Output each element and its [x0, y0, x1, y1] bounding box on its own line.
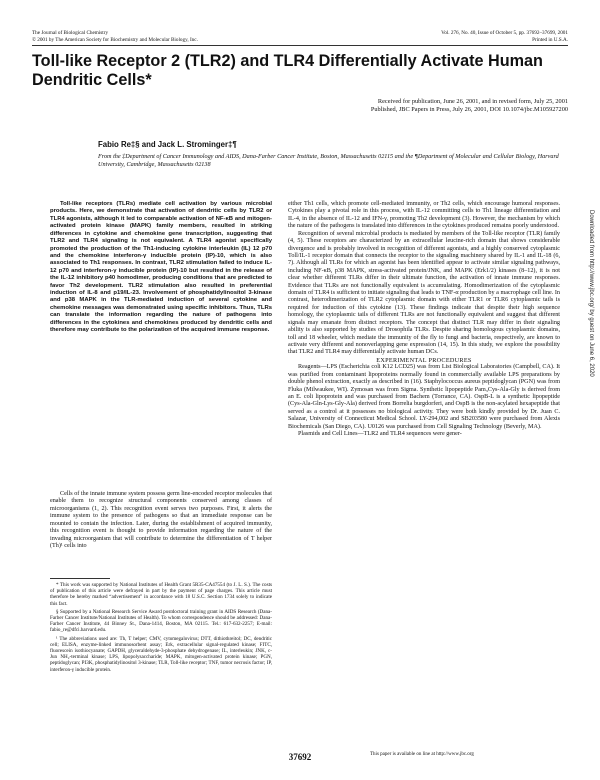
volume-info: Vol. 276, No. 40, Issue of October 5, pp. 37692–37699, 2001: [441, 30, 568, 36]
abstract-text: Toll-like receptors (TLRs) mediate cell activation by various microbial products. Here, we demonstrate that activation of dendritic cells by TLR2 or TLR4 agonists, although it led to comparable activation of NF-κB and mitogen-activated protein kinase (MAPK) family members, resulted in striking differences in cytokine and chemokine gene transcription, suggesting that TLR2 and TLR4 signaling is not equivalent. A TLR4 agonist specifically promoted the production of the Th1-inducing cytokine interleukin (IL) 12 p70 and the chemokine interferon-γ inducible protein (IP)-10, which is also associated to Th1 responses. In contrast, TLR2 stimulation failed to induce IL-12 p70 and interferon-γ inducible protein (IP)-10 but resulted in the release of the IL-12 inhibitory p40 homodimer, producing conditions that are predicted to favor Th2 development. TLR2 stimulation also resulted in preferential induction of IL-8 and p19/IL-23. Involvement of phosphatidylinositol 3-kinase and p38 MAPK in the TLR-mediated induction of several cytokine and chemokine messages was demonstrated using specific inhibitors. Thus, TLRs can translate the information regarding the nature of pathogens into differences in the cytokines and chemokines produced by dendritic cells and therefore may contribute to the polarization of the acquired immune response.: [50, 201, 272, 334]
copyright: © 2001 by The American Society for Biochemistry and Molecular Biology, Inc.: [32, 36, 198, 43]
journal-name: The Journal of Biological Chemistry: [32, 30, 109, 36]
abstract: [50, 201, 272, 335]
footnote-correspondence: § Supported by a National Research Service Award postdoctoral training grant in AIDS Research (Dana-Farber Cancer Institute/National Institutes of Health). To whom correspondence should be addressed: Dana-Farber Cancer Institute, 44 Binney St., Dana-1414, Boston, MA 02115. Tel.: 617-632-2257; E-mail: fabio_re@dfci.harvard.edu.: [50, 608, 272, 634]
footnote-funding: * This work was supported by National Institutes of Health Grant 5R35-CA47554 (to J. L. S.). The costs of publication of this article were defrayed in part by the payment of page charges. This article must therefore be hereby marked “advertisement” in accordance with 18 U.S.C. Section 1734 solely to indicate this fact.: [50, 582, 272, 607]
section-heading: EXPERIMENTAL PROCEDURES: [376, 356, 472, 364]
footnote-rule: [50, 578, 110, 579]
received-date: Received for publication, June 26, 2001, and in revised form, July 25, 2001: [377, 98, 568, 105]
article-title: Toll-like Receptor 2 (TLR2) and TLR4 Differentially Activate Human Dendritic Cells*: [32, 52, 543, 89]
methods-paragraph-1: Reagents—LPS (Escherichia coli K12 LCD25) was from List Biological Laboratories (Campbell, CA). It was purified from contaminant lipoproteins normally found in commercially available LPS preparations by double phenol extraction, exactly as described in (16). Staphylococcus aureus peptidoglycan (PGN) was from Fluka (Milwaukee, WI). Zymosan was from Sigma. Synthetic lipopeptide Pam₃Cys-Ala-Gly is derived from an E. coli lipoprotein and was purchased from Bachem (Torrance, CA). OspB-L is a synthetic lipopeptide (Cys-Ala-Gln-Lys-Gly-Ala) derived from Borrelia burgdorferi, and OspB is the non-acylated hexapeptide that served as a control at it possesses no biological activity. They were both kindly provided by Dr. Juan C. Salazar, University of Connecticut Medical School. LY-294,002 and SB203580 were purchased from Alexis Biochemicals (San Diego, CA). U0126 was purchased from Cell Signaling Technology (Beverly, MA).: [288, 364, 560, 430]
issue-header: [441, 30, 568, 43]
footnote-abbreviations: ¹ The abbreviations used are: Th, T helper; CMV, cytomegalovirus; DTT, dithiothreitol; DC, dendritic cell; ELISA, enzyme-linked immunosorbent assay; Erk, extracellular signal-regulated kinase; FITC, fluorescein isothiocyanate; GAPDH, glyceraldehyde-3-phosphate dehydrogenase; IL, interleukin; JNK, c-Jun NH₂-terminal kinase; LPS, lipopolysaccharide; MAPK, mitogen-activated protein kinase; PGN, peptidoglycan; PI3K, phosphatidylinositol 3-kinase; TLR, Toll-like receptor; TNF, tumor necrosis factor; IP, interferon-γ inducible protein.: [50, 635, 272, 673]
authors: Fabio Re‡§ and Jack L. Strominger‡¶: [98, 140, 237, 149]
received-block: [371, 98, 568, 114]
page-number: 37692: [288, 752, 312, 762]
affiliation: From the ‡Department of Cancer Immunology and AIDS, Dana-Farber Cancer Institute, Boston, Massachusetts 02115 and the ¶Department of Molecular and Cellular Biology, Harvard University, Cambridge, Massachusetts 02138: [98, 153, 559, 168]
introduction: [50, 491, 272, 550]
footnotes: [50, 582, 272, 675]
published-info: Published, JBC Papers in Press, July 26, 2001, DOI 10.1074/jbc.M105927200: [370, 106, 568, 113]
journal-header: [32, 30, 198, 43]
right-column: [288, 201, 560, 439]
download-watermark: [588, 210, 596, 510]
printed-note: Printed in U.S.A.: [532, 36, 568, 43]
download-link-text[interactable]: Downloaded from http://www.jbc.org/ by guest on June 6, 2020: [588, 210, 594, 377]
intro-paragraph: Cells of the innate immune system possess germ line-encoded receptor molecules that enable them to recognize structural components conserved among classes of microorganisms (1, 2). This recognition event serves two purposes. First, it alerts the immune system to the presence of pathogens so that an immediate response can be mounted to contain the infection. Later, during the establishment of acquired immunity, this recognition event is thought to provide information regarding the nature of the invading microorganism that will contribute to determine the differentiation of T helper (Th)¹ cells into: [50, 491, 272, 549]
right-paragraph-2: Recognition of several microbial products is mediated by members of the Toll-like receptor (TLR) family (4, 5). These receptors are characterized by an extracellular leucine-rich domain that shows considerable divergence and is probably involved in recognition of different agonists, and a highly conserved cytoplasmic Toll/IL-1 receptor domain that connects the receptor to the signaling machinery shared by IL-1 and IL-18 (6, 7). Although all TLRs for which an agonist has been identified appear to activate similar signaling pathways, including NF-κB, p38 MAPK, stress-activated protein/JNK, and MAPK (Erk1/2) kinases (8–12), it is not clear whether different TLRs differ in their ultimate function, the activation of innate immune responses. Evidence that TLRs are not functionally equivalent is accumulating. Homodimerization of the cytoplasmic domain of TLR4 is sufficient to initiate signaling that leads to TNF-α production by a macrophage cell line. In contrast, heterodimerization of TLR2 cytoplasmic domain with either TLR1 or TLR6 cytoplasmic tails is required for induction of this cytokine (13). These findings indicate that despite their high sequence homology, the cytoplasmic tails of different TLRs are not functionally equivalent and suggest that different signals may emanate from distinct receptors. The concept that distinct TLR may differ in their signaling ability is also supported by studies of Drosophila TLRs. Despite sharing homologous cytoplasmic domains, toll and 18 wheeler, which mediate the immunity of the fly to fungi and bacteria, respectively, are known to activate very different and nonoverlapping gene expression (14, 15). In this study, we explore the possibility that TLR2 and TLR4 may differentially activate human DCs.: [288, 230, 560, 356]
methods-paragraph-2: Plasmids and Cell Lines—TLR2 and TLR4 sequences were gener-: [298, 431, 462, 438]
right-paragraph-1: either Th1 cells, which promote cell-mediated immunity, or Th2 cells, which encourage humoral responses. Cytokines play a pivotal role in this process, with IL-12 committing cells to Th1 lineage differentiation and IL-4, in the absence of IL-12 and IFN-γ, promoting Th2 development (3). However, the mechanism by which the nature of the pathogens is translated into differences in the cytokines produced remains poorly understood.: [288, 201, 560, 230]
header-rule: [32, 45, 568, 46]
online-note: This paper is available on line at http://www.jbc.org: [370, 752, 474, 757]
